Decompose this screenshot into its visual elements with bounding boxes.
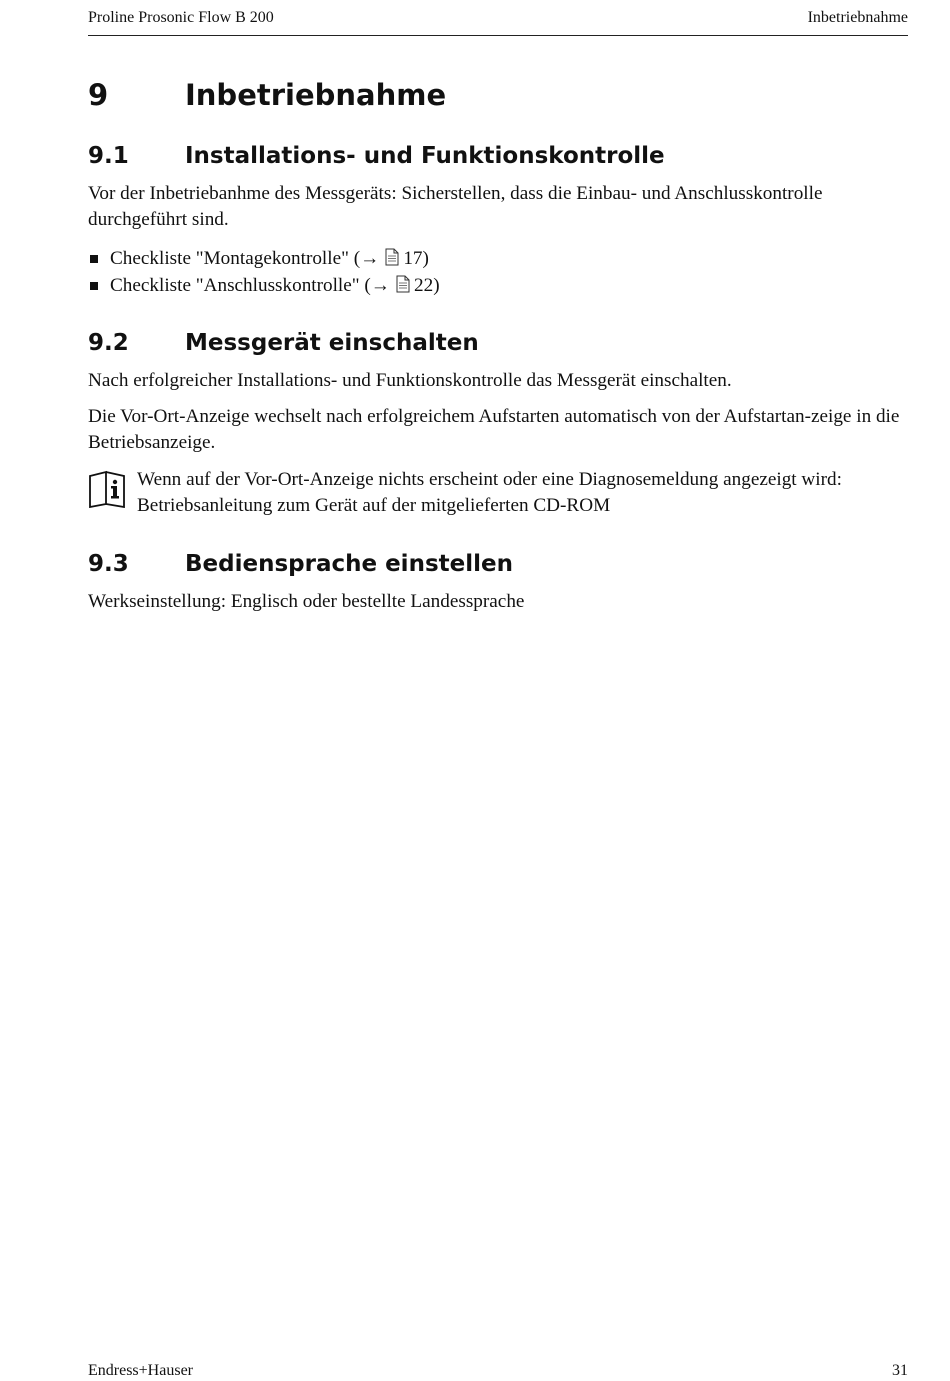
bullet-text: Checkliste "Anschlusskontrolle" (→ xyxy=(110,275,390,296)
chapter-heading xyxy=(88,76,446,114)
header-product-name: Proline Prosonic Flow B 200 xyxy=(88,9,274,26)
page-number: 31 xyxy=(892,1362,908,1379)
section-title: Messgerät einschalten xyxy=(185,330,479,356)
section-title: Installations- und Funktionskontrolle xyxy=(185,143,665,169)
bullet-page-ref[interactable]: 22) xyxy=(414,275,440,296)
chapter-number: 9 xyxy=(88,78,109,112)
header-chapter-name: Inbetriebnahme xyxy=(807,9,908,26)
info-note: Wenn auf der Vor-Ort-Anzeige nichts erscheint oder eine Diagnosemeldung angezeigt wird: Betriebsanleitung zum Gerät auf der mitgelieferten CD-ROM xyxy=(137,469,842,516)
page-header xyxy=(88,8,908,36)
chapter-title: Inbetriebnahme xyxy=(185,78,447,112)
list-item xyxy=(88,245,910,272)
section-9-2-paragraph-2: Die Vor-Ort-Anzeige wechselt nach erfolgreichem Aufstarten automatisch von der Aufstartan-zeige in die Betriebsanzeige. xyxy=(88,406,900,453)
bullet-page-ref[interactable]: 17) xyxy=(403,248,429,269)
section-9-3-paragraph-1: Werkseinstellung: Englisch oder bestellte Landessprache xyxy=(88,591,525,612)
book-info-icon xyxy=(88,470,126,508)
footer-company: Endress+Hauser xyxy=(88,1362,193,1379)
section-9-1-intro: Vor der Inbetriebanhme des Messgeräts: Sicherstellen, dass die Einbau- und Anschlusskontrolle durchgeführt sind. xyxy=(88,183,823,230)
bullet-text: Checkliste "Montagekontrolle" (→ xyxy=(110,248,380,269)
list-item xyxy=(88,272,910,299)
section-number: 9.2 xyxy=(88,330,129,356)
section-9-2-paragraph-1: Nach erfolgreicher Installations- und Funktionskontrolle das Messgerät einschalten. xyxy=(88,370,732,391)
page-footer xyxy=(88,1361,908,1381)
section-heading-9-3 xyxy=(88,549,513,579)
document-page-icon xyxy=(385,248,399,266)
section-number: 9.1 xyxy=(88,143,129,169)
section-number: 9.3 xyxy=(88,551,129,577)
section-title: Bediensprache einstellen xyxy=(185,551,513,577)
section-heading-9-2 xyxy=(88,328,479,358)
section-heading-9-1 xyxy=(88,141,665,171)
bullet-square-icon xyxy=(90,282,98,290)
checklist-bullets xyxy=(88,245,910,299)
bullet-square-icon xyxy=(90,255,98,263)
document-page-icon xyxy=(396,275,410,293)
